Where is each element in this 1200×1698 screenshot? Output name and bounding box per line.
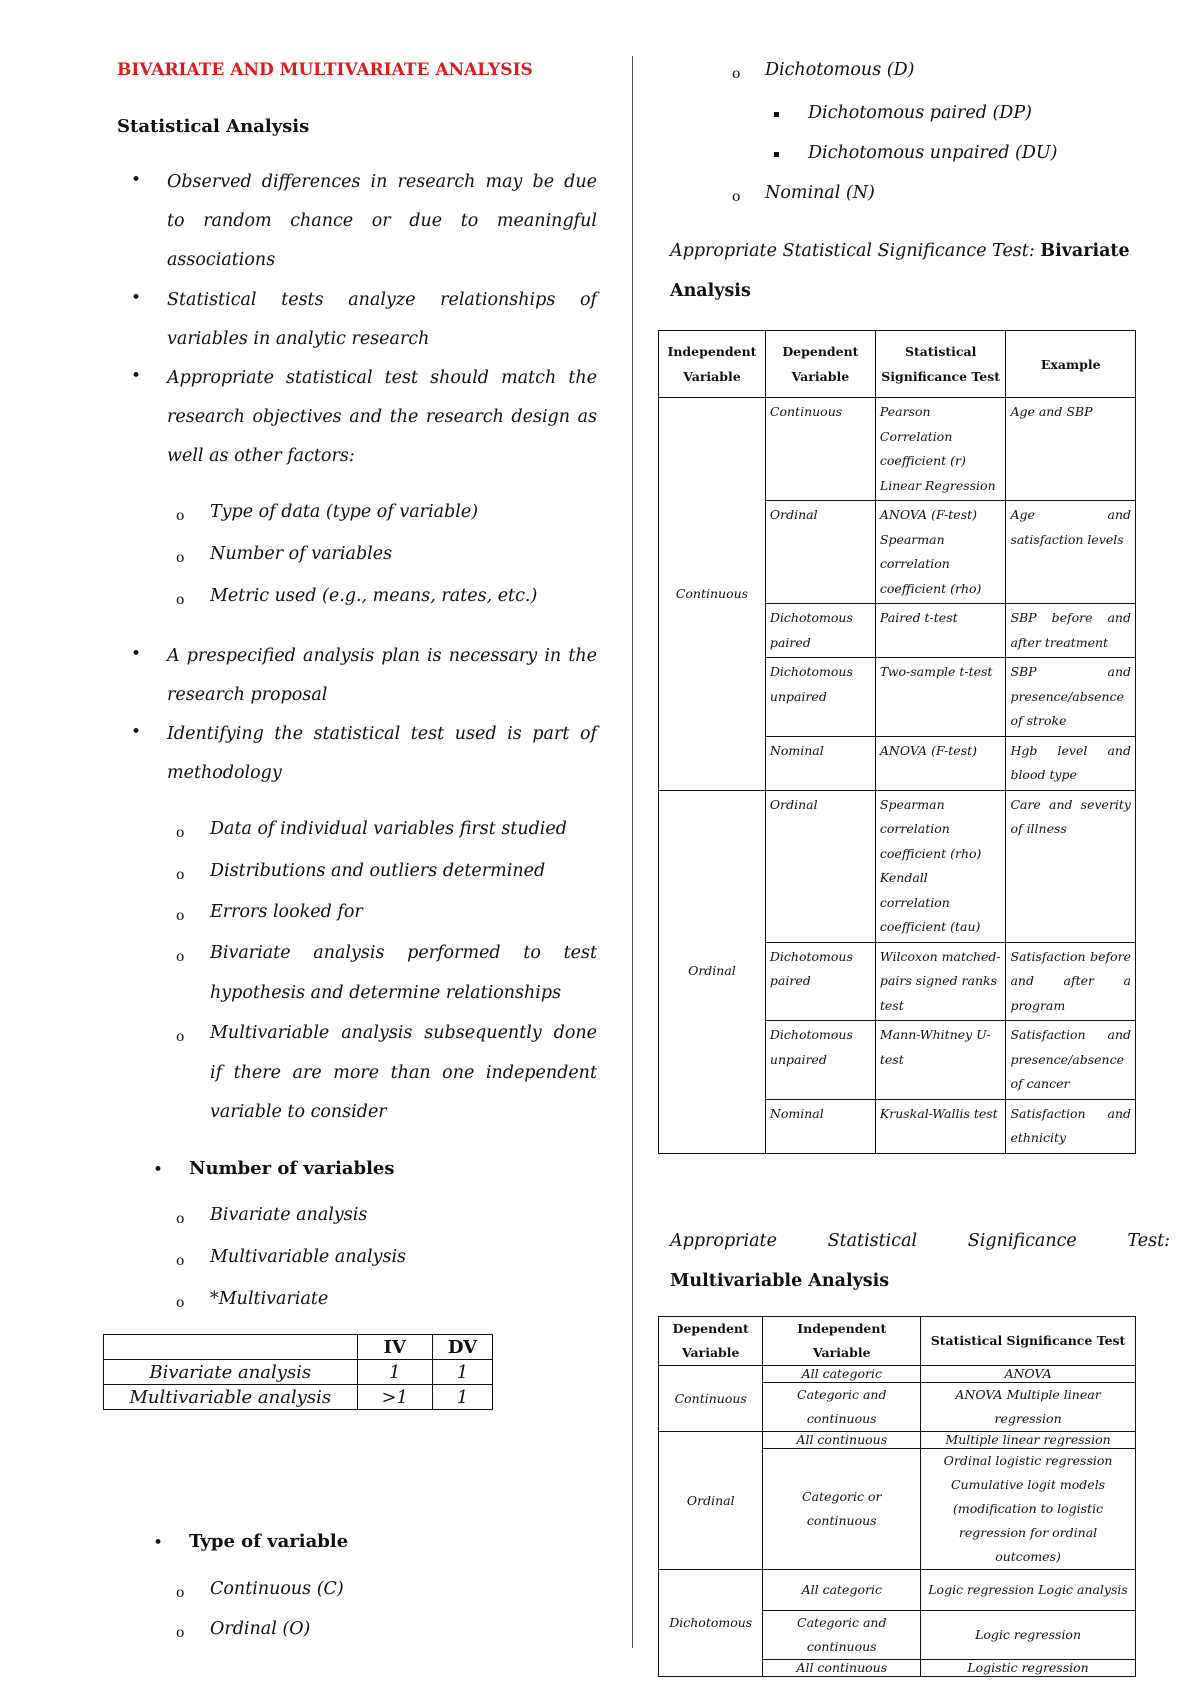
table-header-cell: Dependent Variable — [765, 331, 875, 398]
sub-bullet-circle: o — [176, 949, 185, 965]
num-vars-item: Multivariable analysis — [210, 1247, 407, 1267]
dichot-sub-item: Dichotomous paired (DP) — [808, 103, 1032, 123]
bullet-a1-line3: associations — [167, 250, 276, 270]
table-header-cell: Independent Variable — [763, 1317, 921, 1366]
sub-bullet-circle: o — [732, 66, 741, 82]
table-cell: Ordinal — [765, 501, 875, 604]
table-cell: Satisfaction before and after a program — [1006, 942, 1136, 1021]
table-cell: ANOVA (F-test) Spearman correlation coefficient (rho) — [875, 501, 1006, 604]
num-vars-item: *Multivariate — [210, 1289, 329, 1309]
bullet-a3-line1: Appropriate statistical test should match the — [167, 368, 597, 388]
table-cell: All continuous — [763, 1660, 921, 1677]
type-item: Dichotomous (D) — [765, 60, 915, 80]
multi-caption-bold: Multivariable Analysis — [670, 1271, 890, 1291]
sub-bullet-circle: o — [176, 825, 185, 841]
table-cell: Satisfaction and presence/absence of cancer — [1006, 1021, 1136, 1100]
sub-bullet-circle: o — [176, 908, 185, 924]
multivariable-table — [658, 1316, 1136, 1677]
sub-b-item: Multivariable analysis subsequently done — [210, 1023, 597, 1043]
table-header-cell: Statistical Significance Test — [875, 331, 1006, 398]
sub-bullet-circle: o — [732, 189, 741, 205]
bullet-a2-line2: variables in analytic research — [167, 329, 430, 349]
table-row — [659, 398, 1136, 501]
sub-bullet-circle: o — [176, 1253, 185, 1269]
section-heading: Statistical Analysis — [117, 116, 310, 137]
table-cell: ANOVA — [921, 1366, 1136, 1383]
table-cell: Age and SBP — [1006, 398, 1136, 501]
table-cell: All continuous — [763, 1432, 921, 1449]
table-cell: ANOVA Multiple linear regression — [921, 1383, 1136, 1432]
table-cell: 1 — [432, 1385, 492, 1410]
column-divider — [632, 56, 633, 1648]
bullet-dot: • — [131, 288, 142, 308]
table-cell: Categoric and continuous — [763, 1383, 921, 1432]
sub-a-item: Number of variables — [210, 544, 393, 564]
table-cell: Dichotomous paired — [765, 942, 875, 1021]
square-bullet — [774, 112, 779, 117]
table-header-row — [659, 331, 1136, 398]
table-row — [104, 1360, 493, 1385]
table-header-cell: IV — [357, 1335, 432, 1360]
sub-bullet-circle: o — [176, 1295, 185, 1311]
table-cell: Categoric or continuous — [763, 1449, 921, 1570]
table-cell: Nominal — [765, 1099, 875, 1153]
table-header-cell — [104, 1335, 358, 1360]
sub-b-item: Errors looked for — [210, 902, 363, 922]
sub-bullet-circle: o — [176, 867, 185, 883]
table-cell: All categoric — [763, 1570, 921, 1611]
table-cell: Care and severity of illness — [1006, 790, 1136, 942]
sub-b-item-cont: if there are more than one independent — [210, 1063, 597, 1083]
bullet-dot: • — [131, 366, 142, 386]
table-cell: Ordinal — [765, 790, 875, 942]
sub-b-item-cont: hypothesis and determine relationships — [210, 983, 562, 1003]
bivariate-table — [658, 330, 1136, 1154]
sub-b-item: Data of individual variables first studied — [210, 819, 567, 839]
sub-a-item: Metric used (e.g., means, rates, etc.) — [210, 586, 538, 606]
number-of-variables-heading: Number of variables — [189, 1158, 395, 1179]
table-cell: Kruskal-Wallis test — [875, 1099, 1006, 1153]
type-item: Nominal (N) — [765, 183, 875, 203]
square-bullet — [774, 152, 779, 157]
bullet-a3-line2: research objectives and the research design as — [167, 407, 597, 427]
sub-bullet-circle: o — [176, 1585, 185, 1601]
table-row — [659, 1570, 1136, 1611]
bullet-b1-line2: research proposal — [167, 685, 328, 705]
sub-bullet-circle: o — [176, 508, 185, 524]
sub-bullet-circle: o — [176, 592, 185, 608]
table-cell: 1 — [357, 1360, 432, 1385]
bullet-a1-line2: to random chance or due to meaningful — [167, 211, 597, 231]
sub-b-item-cont: variable to consider — [210, 1102, 387, 1122]
dichot-sub-item: Dichotomous unpaired (DU) — [808, 143, 1058, 163]
table-cell: SBP before and after treatment — [1006, 604, 1136, 658]
bullet-dot: • — [153, 1533, 164, 1553]
num-vars-item: Bivariate analysis — [210, 1205, 368, 1225]
table-cell: Logistic regression — [921, 1660, 1136, 1677]
table-cell: Mann-Whitney U-test — [875, 1021, 1006, 1100]
bullet-dot: • — [131, 722, 142, 742]
table-cell: Ordinal logistic regression Cumulative logit models (modification to logistic regression for ordinal outcomes) — [921, 1449, 1136, 1570]
table-cell: Multivariable analysis — [104, 1385, 358, 1410]
table-cell: Logic regression Logic analysis — [921, 1570, 1136, 1611]
table-cell-dv: Continuous — [659, 1366, 763, 1432]
table-cell: Continuous — [765, 398, 875, 501]
sub-a-item: Type of data (type of variable) — [210, 502, 479, 522]
multi-caption: Appropriate Statistical Significance Test: — [670, 1231, 1170, 1251]
table-header-row — [659, 1317, 1136, 1366]
bullet-b2-line1: Identifying the statistical test used is part of — [167, 724, 597, 744]
table-cell: Two-sample t-test — [875, 658, 1006, 737]
type-item: Continuous (C) — [210, 1579, 344, 1599]
table-cell: Bivariate analysis — [104, 1360, 358, 1385]
sub-b-item: Bivariate analysis performed to test — [210, 943, 597, 963]
table-cell: Dichotomous unpaired — [765, 1021, 875, 1100]
table-cell: Age and satisfaction levels — [1006, 501, 1136, 604]
table-cell: Categoric and continuous — [763, 1611, 921, 1660]
bullet-a3-line3: well as other factors: — [167, 446, 355, 466]
bullet-dot: • — [131, 644, 142, 664]
sub-bullet-circle: o — [176, 1625, 185, 1641]
bullet-dot: • — [153, 1160, 164, 1180]
type-of-variable-heading: Type of variable — [189, 1531, 349, 1552]
table-cell: SBP and presence/absence of stroke — [1006, 658, 1136, 737]
type-item: Ordinal (O) — [210, 1619, 311, 1639]
table-cell-iv: Continuous — [659, 398, 766, 791]
bullet-b1-line1: A prespecified analysis plan is necessary in the — [167, 646, 597, 666]
sub-bullet-circle: o — [176, 1029, 185, 1045]
bivariate-caption-line2: Analysis — [670, 281, 751, 301]
table-cell: Logic regression — [921, 1611, 1136, 1660]
table-cell: >1 — [357, 1385, 432, 1410]
iv-dv-table — [103, 1334, 493, 1410]
document-title: BIVARIATE AND MULTIVARIATE ANALYSIS — [117, 60, 533, 80]
sub-b-item: Distributions and outliers determined — [210, 861, 546, 881]
table-cell: Nominal — [765, 736, 875, 790]
table-row — [659, 790, 1136, 942]
table-cell: 1 — [432, 1360, 492, 1385]
bullet-a2-line1: Statistical tests analyze relationships of — [167, 290, 597, 310]
table-cell: Hgb level and blood type — [1006, 736, 1136, 790]
bivariate-caption — [670, 232, 1170, 271]
table-cell: Spearman correlation coefficient (rho) Kendall correlation coefficient (tau) — [875, 790, 1006, 942]
bullet-dot: • — [131, 170, 142, 190]
table-cell: ANOVA (F-test) — [875, 736, 1006, 790]
table-row — [659, 1432, 1136, 1449]
sub-bullet-circle: o — [176, 1211, 185, 1227]
table-header-row — [104, 1335, 493, 1360]
table-cell-iv: Ordinal — [659, 790, 766, 1153]
table-header-cell: Independent Variable — [659, 331, 766, 398]
table-cell-dv: Dichotomous — [659, 1570, 763, 1677]
bullet-a1-line1: Observed differences in research may be due — [167, 172, 597, 192]
table-cell: Multiple linear regression — [921, 1432, 1136, 1449]
caption-italic: Appropriate Statistical Significance Test: — [670, 241, 1041, 261]
table-row — [659, 1366, 1136, 1383]
bullet-b2-line2: methodology — [167, 763, 282, 783]
table-cell: Dichotomous paired — [765, 604, 875, 658]
table-header-cell: Statistical Significance Test — [921, 1317, 1136, 1366]
table-row — [104, 1385, 493, 1410]
table-header-cell: DV — [432, 1335, 492, 1360]
table-cell: Pearson Correlation coefficient (r) Linear Regression — [875, 398, 1006, 501]
table-cell: Satisfaction and ethnicity — [1006, 1099, 1136, 1153]
table-cell: Paired t-test — [875, 604, 1006, 658]
table-cell: Dichotomous unpaired — [765, 658, 875, 737]
table-header-cell: Example — [1006, 331, 1136, 398]
table-header-cell: Dependent Variable — [659, 1317, 763, 1366]
sub-bullet-circle: o — [176, 550, 185, 566]
table-cell-dv: Ordinal — [659, 1432, 763, 1570]
caption-bold: Bivariate — [1040, 241, 1130, 261]
table-cell: All categoric — [763, 1366, 921, 1383]
table-cell: Wilcoxon matched-pairs signed ranks test — [875, 942, 1006, 1021]
